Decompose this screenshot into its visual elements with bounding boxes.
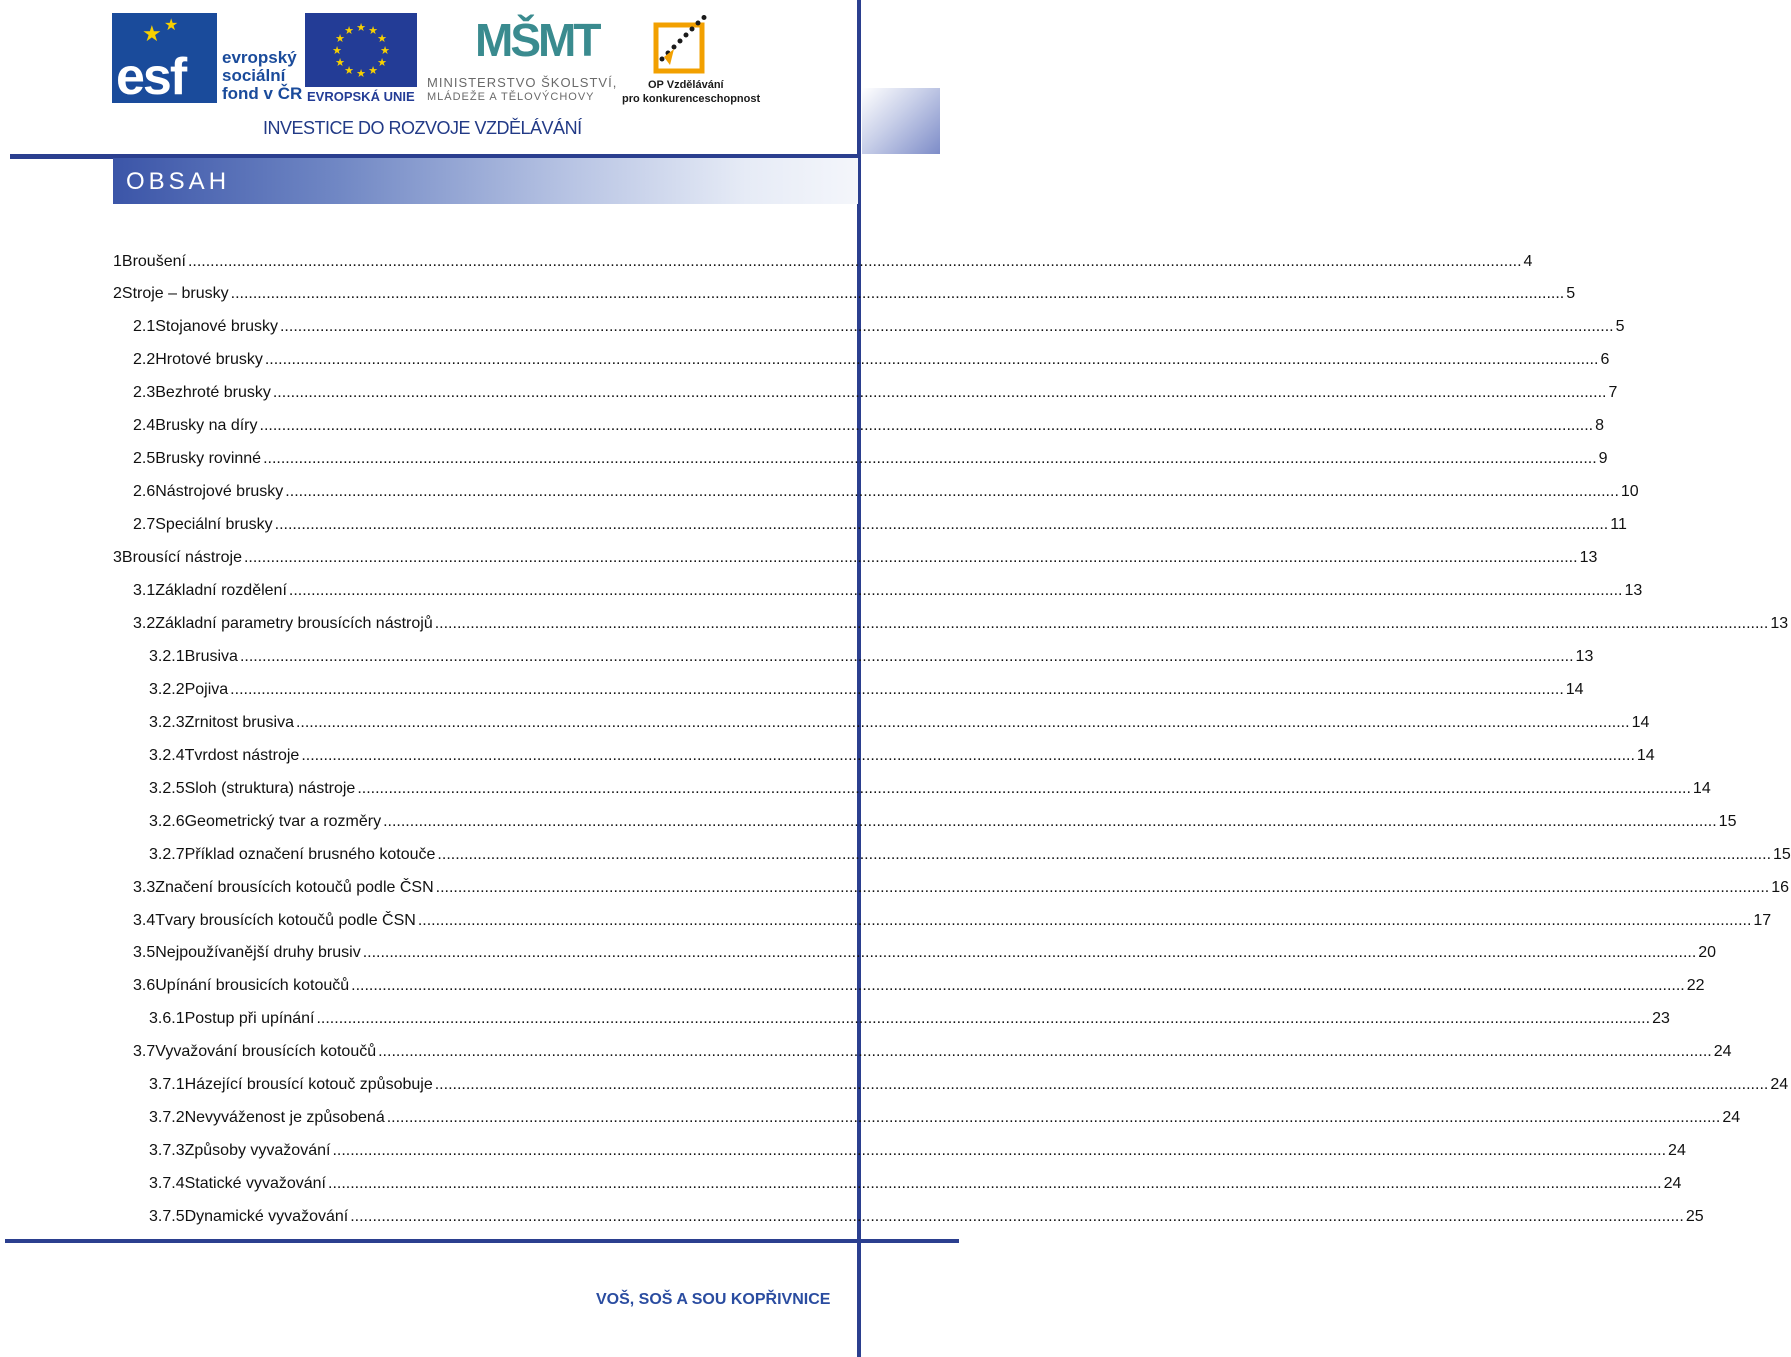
toc-dot-leader: ............................................................................................................................................................................................................................................................................................................ xyxy=(239,647,1574,665)
toc-dot-leader: ............................................................................................................................................................................................................................................................................................................ xyxy=(434,1076,1769,1094)
star-icon: ★ xyxy=(142,21,162,46)
toc-entry-title: Postup při upínání xyxy=(184,1010,315,1028)
toc-entry-title: Tvrdost nástroje xyxy=(184,746,300,764)
toc-dot-leader: ............................................................................................................................................................................................................................................................................................................ xyxy=(187,252,1522,270)
op-line-1: OP Vzdělávání xyxy=(648,79,724,91)
toc-entry-page: 6 xyxy=(1600,351,1610,369)
toc-entry-page: 13 xyxy=(1579,549,1598,567)
toc-entry[interactable] xyxy=(133,509,1627,542)
toc-entry-number: 2.5 xyxy=(133,450,156,468)
toc-dot-leader: ............................................................................................................................................................................................................................................................................................................ xyxy=(230,680,1564,698)
toc-entry-title: Základní parametry brousících nástrojů xyxy=(155,614,433,632)
footer-rule xyxy=(5,1239,959,1243)
toc-entry-title: Sloh (struktura) nástroje xyxy=(184,779,356,797)
svg-text:★: ★ xyxy=(344,64,354,77)
toc-entry-title: Stroje – brusky xyxy=(121,285,229,303)
toc-entry-title: Brusky rovinné xyxy=(155,450,262,468)
toc-entry-number: 3.7.1 xyxy=(149,1076,185,1094)
toc-entry[interactable] xyxy=(149,739,1655,772)
toc-dot-leader: ............................................................................................................................................................................................................................................................................................................ xyxy=(357,779,1691,797)
toc-entry[interactable] xyxy=(133,1036,1732,1069)
toc-entry-number: 3.2.3 xyxy=(149,713,185,731)
toc-entry-title: Příklad označení brusného kotouče xyxy=(184,845,436,863)
footer-school-name: VOŠ, SOŠ A SOU KOPŘIVNICE xyxy=(596,1291,831,1308)
eu-logo xyxy=(305,13,417,105)
toc-entry-number: 2 xyxy=(113,285,122,303)
toc-entry-number: 3.5 xyxy=(133,944,156,962)
toc-entry-number: 3.2.2 xyxy=(149,680,185,698)
toc-entry-title: Zrnitost brusiva xyxy=(184,713,294,731)
toc-dot-leader: ............................................................................................................................................................................................................................................................................................................ xyxy=(417,911,1752,929)
toc-entry-number: 3.1 xyxy=(133,582,156,599)
toc-entry-number: 2.1 xyxy=(133,318,156,336)
toc-dot-leader: ............................................................................................................................................................................................................................................................................................................ xyxy=(272,384,1607,402)
op-logo-icon xyxy=(650,15,712,75)
page-title: OBSAH xyxy=(126,168,231,195)
toc-entry-page: 4 xyxy=(1523,252,1533,270)
op-line-2: pro konkurenceschopnost xyxy=(622,93,761,105)
svg-text:★: ★ xyxy=(344,24,354,37)
toc-entry-title: Tvary brousících kotoučů podle ČSN xyxy=(155,911,416,929)
toc-entry-number: 2.7 xyxy=(133,516,156,534)
toc-dot-leader: ............................................................................................................................................................................................................................................................................................................ xyxy=(259,417,1594,435)
toc-entry-number: 3.3 xyxy=(133,878,156,896)
toc-entry-page: 16 xyxy=(1771,878,1790,896)
toc-entry-title: Geometrický tvar a rozměry xyxy=(184,812,382,830)
toc-dot-leader: ............................................................................................................................................................................................................................................................................................................ xyxy=(332,1142,1667,1160)
toc-entry-page: 8 xyxy=(1595,417,1605,435)
toc-entry-number: 3.2.5 xyxy=(149,779,185,797)
svg-text:★: ★ xyxy=(356,21,366,34)
toc-entry-number: 3.7.4 xyxy=(149,1175,185,1193)
toc-entry[interactable] xyxy=(149,772,1711,805)
toc-dot-leader: ............................................................................................................................................................................................................................................................................................................ xyxy=(434,614,1769,632)
toc-dot-leader: ............................................................................................................................................................................................................................................................................................................ xyxy=(437,845,1772,863)
eu-stars-icon xyxy=(305,13,417,87)
toc-entry-title: Způsoby vyvažování xyxy=(184,1142,331,1160)
toc-entry-number: 2.3 xyxy=(133,384,156,402)
toc-entry-number: 3.7 xyxy=(133,1043,156,1061)
toc-entry[interactable] xyxy=(133,871,1790,904)
toc-entry-number: 3.7.3 xyxy=(149,1142,185,1160)
svg-text:★: ★ xyxy=(368,24,378,37)
toc-dot-leader: ............................................................................................................................................................................................................................................................................................................ xyxy=(279,318,1614,336)
toc-entry-page: 10 xyxy=(1620,483,1639,501)
corner-gradient xyxy=(862,88,940,154)
toc-dot-leader: ............................................................................................................................................................................................................................................................................................................ xyxy=(386,1109,1721,1127)
toc-dot-leader: ............................................................................................................................................................................................................................................................................................................ xyxy=(288,582,1623,599)
toc-entry[interactable] xyxy=(133,344,1610,377)
toc-dot-leader: ............................................................................................................................................................................................................................................................................................................ xyxy=(383,812,1717,830)
toc-dot-leader: ............................................................................................................................................................................................................................................................................................................ xyxy=(350,1208,1684,1226)
esf-word-2: sociální xyxy=(222,66,286,85)
toc-entry[interactable] xyxy=(133,443,1608,476)
svg-text:★: ★ xyxy=(335,56,345,69)
toc-dot-leader: ............................................................................................................................................................................................................................................................................................................ xyxy=(328,1175,1662,1193)
title-band xyxy=(113,158,858,204)
toc-entry-title: Bezhroté brusky xyxy=(155,384,271,402)
star-icon: ★ xyxy=(164,17,179,34)
toc-entry-page: 7 xyxy=(1608,384,1618,402)
toc-entry-title: Hrotové brusky xyxy=(155,351,263,369)
esf-word-1: evropský xyxy=(222,48,297,67)
toc-entry-title: Vyvažování brousících kotoučů xyxy=(155,1043,377,1061)
toc-dot-leader: ............................................................................................................................................................................................................................................................................................................ xyxy=(274,516,1609,534)
toc-entry-page: 25 xyxy=(1685,1208,1704,1226)
svg-text:★: ★ xyxy=(368,64,378,77)
toc-entry-number: 3.7.2 xyxy=(149,1109,185,1127)
svg-text:★: ★ xyxy=(380,44,390,57)
toc-entry-number: 3.2.4 xyxy=(149,746,185,764)
toc-entry-number: 3.6 xyxy=(133,977,156,995)
toc-entry[interactable] xyxy=(149,1102,1741,1135)
toc-entry-number: 3.6.1 xyxy=(149,1010,185,1028)
toc-entry[interactable] xyxy=(133,937,1717,970)
toc-entry-page: 24 xyxy=(1713,1043,1732,1061)
toc-entry-page: 24 xyxy=(1722,1109,1741,1127)
toc-entry-page: 13 xyxy=(1770,614,1789,632)
op-logo xyxy=(622,13,761,105)
toc-entry[interactable] xyxy=(133,970,1705,1003)
toc-entry[interactable] xyxy=(149,673,1584,706)
msmt-line-1: MINISTERSTVO ŠKOLSTVÍ, xyxy=(427,75,618,90)
toc-dot-leader: ............................................................................................................................................................................................................................................................................................................ xyxy=(435,878,1770,896)
toc-entry-title: Statické vyvažování xyxy=(184,1175,326,1193)
toc-entry[interactable] xyxy=(133,476,1639,509)
toc-dot-leader: ............................................................................................................................................................................................................................................................................................................ xyxy=(230,285,1565,303)
toc-dot-leader: ............................................................................................................................................................................................................................................................................................................ xyxy=(243,549,1578,567)
toc-dot-leader: ............................................................................................................................................................................................................................................................................................................ xyxy=(316,1010,1651,1028)
toc-entry-page: 5 xyxy=(1615,318,1625,336)
toc-entry[interactable] xyxy=(149,1201,1704,1234)
toc-entry[interactable] xyxy=(149,1168,1682,1201)
toc-entry-number: 1 xyxy=(113,252,122,270)
toc-entry[interactable] xyxy=(149,838,1791,871)
toc-entry-page: 14 xyxy=(1565,680,1584,698)
toc-entry-title: Pojiva xyxy=(184,680,229,698)
toc-entry-title: Nevyváženost je způsobená xyxy=(184,1109,385,1127)
toc-entry-title: Speciální brusky xyxy=(155,516,273,534)
toc-entry-title: Stojanové brusky xyxy=(155,318,278,336)
toc-entry-number: 2.6 xyxy=(133,483,156,501)
toc-entry[interactable] xyxy=(113,245,1533,278)
toc-entry-number: 3.2.7 xyxy=(149,845,185,863)
toc-dot-leader: ............................................................................................................................................................................................................................................................................................................ xyxy=(351,977,1685,995)
toc-entry[interactable] xyxy=(149,1003,1670,1036)
toc-entry[interactable] xyxy=(149,805,1737,838)
toc-entry-title: Upínání brousicích kotoučů xyxy=(155,977,350,995)
toc-dot-leader: ............................................................................................................................................................................................................................................................................................................ xyxy=(285,483,1619,501)
toc-dot-leader: ............................................................................................................................................................................................................................................................................................................ xyxy=(362,944,1697,962)
svg-text:★: ★ xyxy=(332,44,342,57)
esf-word-3: fond v ČR xyxy=(222,84,303,103)
toc-entry[interactable] xyxy=(133,311,1625,344)
toc-entry-number: 3.4 xyxy=(133,911,156,929)
toc-dot-leader: ............................................................................................................................................................................................................................................................................................................ xyxy=(295,713,1630,731)
toc-dot-leader: ............................................................................................................................................................................................................................................................................................................ xyxy=(263,450,1597,468)
toc-entry-number: 3.2.6 xyxy=(149,812,185,830)
toc-entry-page: 22 xyxy=(1686,977,1705,995)
toc-entry-page: 14 xyxy=(1631,713,1650,731)
esf-logo-mark: esf xyxy=(116,48,186,106)
toc-entry-title: Broušení xyxy=(121,252,186,270)
toc-entry-title: Nástrojové brusky xyxy=(155,483,284,501)
toc-entry-number: 3.7.5 xyxy=(149,1208,185,1226)
toc-entry-number: 2.4 xyxy=(133,417,156,435)
toc-entry-number: 3 xyxy=(113,549,122,567)
toc-entry-page: 15 xyxy=(1718,812,1737,830)
toc-entry-title: Brousící nástroje xyxy=(121,549,242,567)
toc-entry[interactable] xyxy=(149,1069,1789,1102)
toc-entry[interactable] xyxy=(133,575,1643,608)
toc-entry-number: 2.2 xyxy=(133,351,156,369)
toc-dot-leader: ............................................................................................................................................................................................................................................................................................................ xyxy=(301,746,1635,764)
svg-text:★: ★ xyxy=(377,32,387,45)
toc-entry[interactable] xyxy=(149,706,1650,739)
toc-entry-page: 9 xyxy=(1598,450,1608,468)
toc-entry-title: Brusky na díry xyxy=(155,417,258,435)
toc-entry-page: 14 xyxy=(1692,779,1711,797)
toc-entry-page: 20 xyxy=(1698,944,1717,962)
toc-entry-page: 5 xyxy=(1566,285,1576,303)
toc-entry[interactable] xyxy=(113,278,1576,311)
esf-logo xyxy=(112,13,302,105)
svg-text:★: ★ xyxy=(335,32,345,45)
toc-entry-page: 24 xyxy=(1663,1175,1682,1193)
toc-entry-title: Brusiva xyxy=(184,647,238,665)
toc-entry-page: 15 xyxy=(1773,845,1791,863)
toc-dot-leader: ............................................................................................................................................................................................................................................................................................................ xyxy=(378,1043,1712,1061)
msmt-logo-mark: MŠMT xyxy=(475,14,599,66)
toc-entry-number: 3.2.1 xyxy=(149,647,185,665)
toc-entry-page: 17 xyxy=(1753,911,1772,929)
header-slogan: INVESTICE DO ROZVOJE VZDĚLÁVÁNÍ xyxy=(263,118,582,138)
toc-entry[interactable] xyxy=(133,607,1789,640)
toc-dot-leader: ............................................................................................................................................................................................................................................................................................................ xyxy=(264,351,1599,369)
toc-entry-title: Nejpoužívanější druhy brusiv xyxy=(155,944,361,962)
toc-entry-page: 24 xyxy=(1770,1076,1789,1094)
svg-text:★: ★ xyxy=(356,67,366,80)
toc-entry[interactable] xyxy=(133,410,1605,443)
toc-entry[interactable] xyxy=(133,377,1618,410)
toc-entry[interactable] xyxy=(149,640,1594,673)
toc-entry-page: 13 xyxy=(1624,582,1643,599)
msmt-line-2: MLÁDEŽE A TĚLOVÝCHOVY xyxy=(427,91,595,103)
toc-entry-number: 3.2 xyxy=(133,614,156,632)
toc-entry[interactable] xyxy=(149,1135,1686,1168)
toc-entry-title: Základní rozdělení xyxy=(155,582,287,599)
toc-entry-title: Házející brousící kotouč způsobuje xyxy=(184,1076,433,1094)
toc-entry-title: Dynamické vyvažování xyxy=(184,1208,349,1226)
toc-entry-page: 14 xyxy=(1636,746,1655,764)
toc-entry-page: 24 xyxy=(1668,1142,1686,1160)
toc-entry-page: 13 xyxy=(1575,647,1594,665)
toc-entry-page: 11 xyxy=(1610,516,1627,534)
toc-entry[interactable] xyxy=(113,542,1598,575)
toc-entry-title: Značení brousících kotoučů podle ČSN xyxy=(155,878,434,896)
msmt-logo xyxy=(427,13,617,105)
svg-text:★: ★ xyxy=(377,56,387,69)
toc-entry-page: 23 xyxy=(1652,1010,1670,1028)
esf-logo-words xyxy=(222,49,302,103)
toc-entry[interactable] xyxy=(133,904,1772,937)
eu-label: EVROPSKÁ UNIE xyxy=(307,89,415,104)
